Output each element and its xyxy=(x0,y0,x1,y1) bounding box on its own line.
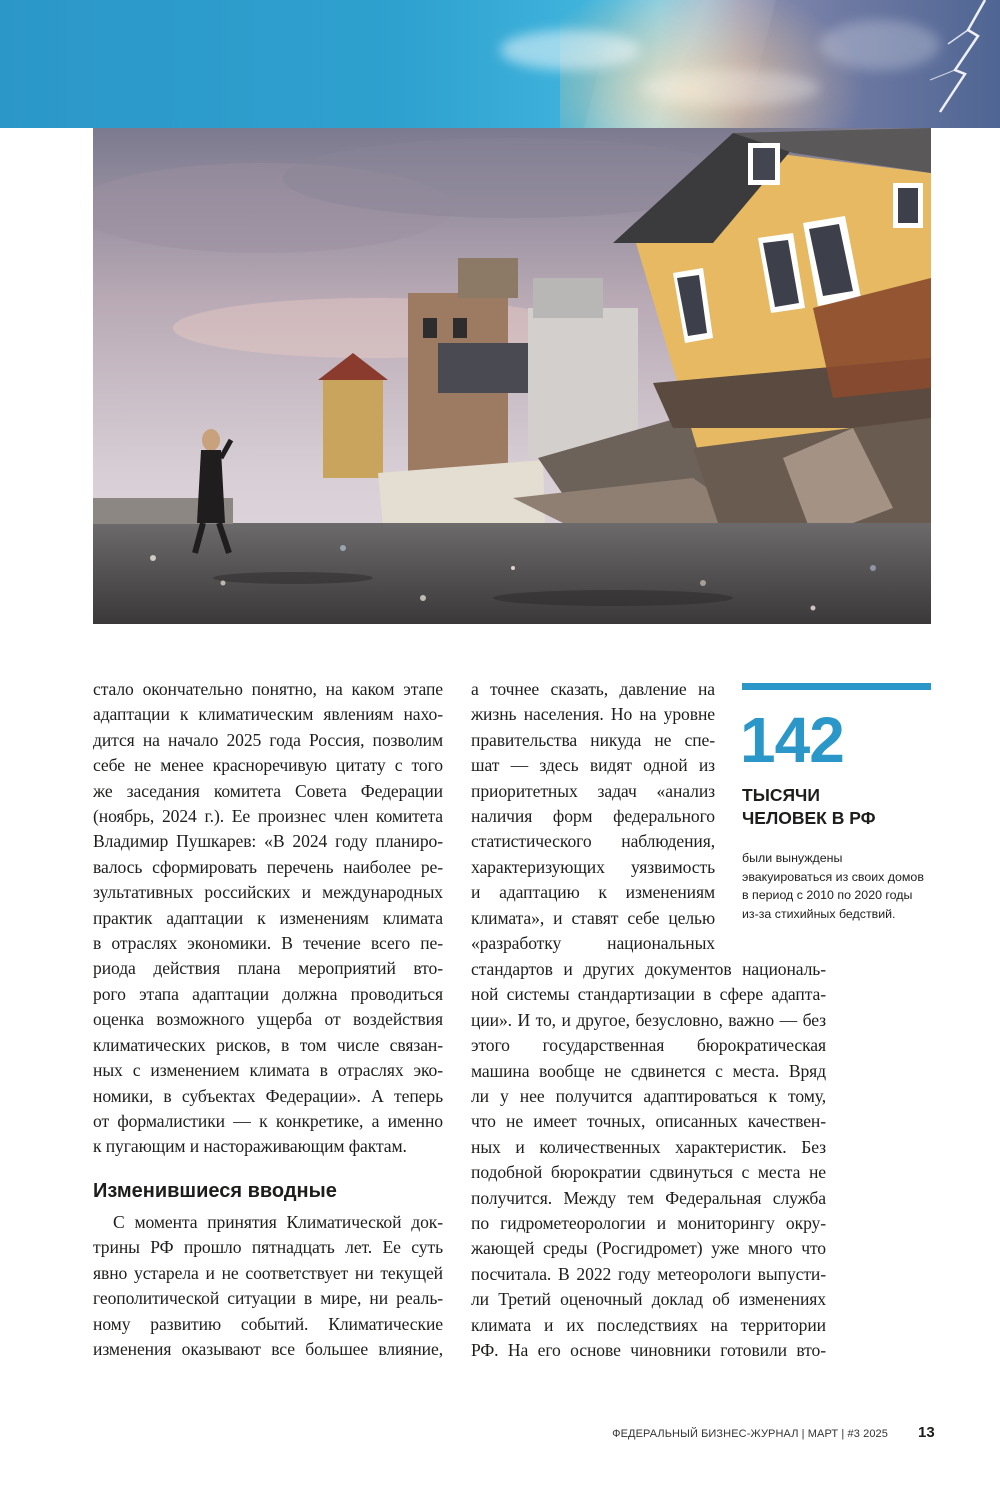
stat-description-line: были вынуждены xyxy=(742,851,843,865)
text-line: что не имеет точных, описанных качествен- xyxy=(471,1111,826,1132)
text-line: РФ. На его основе чиновники готовили вто- xyxy=(471,1340,826,1361)
text-line: наличия форм федерального xyxy=(471,806,715,827)
text-line: характеризующих уязвимость xyxy=(471,856,715,877)
text-line: «разработку национальных xyxy=(471,933,715,954)
text-line: правительства никуда не спе- xyxy=(471,729,715,750)
stat-description-line: в период с 2010 по 2020 годы xyxy=(742,888,913,902)
text-line: рого этапа адаптации должна проводиться xyxy=(93,983,443,1004)
stat-unit-line: ЧЕЛОВЕК В РФ xyxy=(742,808,876,828)
text-line: статистического наблюдения, xyxy=(471,831,715,852)
text-line: валось сформировать перечень наиболее ре- xyxy=(93,856,443,877)
sidebar-accent-bar xyxy=(742,683,931,690)
stat-unit xyxy=(742,784,876,830)
text-line: к пугающим и настораживающим фактам. xyxy=(93,1136,407,1157)
stat-unit-line: ТЫСЯЧИ xyxy=(742,785,820,805)
article-column-2-wide xyxy=(471,957,826,1364)
article-column-1-continued xyxy=(93,1210,443,1362)
text-line: номики, в субъектах Федерации». А теперь xyxy=(93,1085,443,1106)
text-line: трины РФ прошло пятнадцать лет. Ее суть xyxy=(93,1237,443,1258)
text-line: машина вообще не сдвинется с места. Вряд xyxy=(471,1060,826,1081)
page-number: 13 xyxy=(918,1424,935,1441)
text-line: и адаптацию к изменениям xyxy=(471,882,715,903)
text-line: получится. Между тем Федеральная служба xyxy=(471,1187,826,1208)
text-line: оценка возможного ущерба от воздействия xyxy=(93,1009,443,1030)
text-line: практик адаптации к изменениям климата xyxy=(93,907,443,928)
text-line: ли Третий оценочный доклад об изменениях xyxy=(471,1289,826,1310)
text-line: изменения оказывают все большее влияние, xyxy=(93,1339,443,1360)
text-line: этого государственная бюрократическая xyxy=(471,1035,826,1056)
footer-journal-info: ФЕДЕРАЛЬНЫЙ БИЗНЕС-ЖУРНАЛ | МАРТ | #3 2025 xyxy=(612,1428,888,1440)
text-line: приоритетных задач «анализ xyxy=(471,780,715,801)
text-line: дится на начало 2025 года Россия, позволим xyxy=(93,729,443,750)
text-line: жизнь населения. Но на уровне xyxy=(471,704,715,725)
text-line: ных и количественных характеристик. Без xyxy=(471,1136,826,1157)
text-line: геополитической ситуации в мире, ни реаль- xyxy=(93,1288,443,1309)
text-line: ных с изменением климата в отраслях эко- xyxy=(93,1060,443,1081)
text-line: (ноябрь, 2024 г.). Ее произнес член комитета xyxy=(93,806,443,827)
text-line: Владимир Пушкарев: «В 2024 году планиро- xyxy=(93,831,443,852)
text-line: ному развитию событий. Климатические xyxy=(93,1313,443,1334)
text-line: а точнее сказать, давление на xyxy=(471,679,715,699)
stat-number: 142 xyxy=(740,704,844,776)
text-line: явно устарела и не соответствует ни текущей xyxy=(93,1262,443,1283)
stat-description xyxy=(742,849,932,923)
section-heading: Изменившиеся вводные xyxy=(93,1180,337,1202)
text-line: себе не менее красноречивую цитату с того xyxy=(93,755,443,776)
text-line: С момента принятия Климатической док- xyxy=(113,1212,443,1232)
text-line: ции». И то, и другое, безусловно, важно — без xyxy=(471,1009,826,1030)
text-line: климатических рисков, в том числе связан- xyxy=(93,1034,443,1055)
text-line: от формалистики — к конкретике, а именно xyxy=(93,1110,443,1131)
header-banner xyxy=(0,0,1000,128)
text-line: же заседания комитета Совета Федерации xyxy=(93,780,443,801)
article-column-2-narrow xyxy=(471,677,715,956)
text-line: шат — здесь видят одной из xyxy=(471,755,715,776)
text-line: жающей среды (Росгидромет) уже много что xyxy=(471,1238,826,1259)
text-line: адаптации к климатическим явлениям нахо- xyxy=(93,704,443,725)
lightning-icon xyxy=(0,0,1000,128)
text-line: подобной бюрократии сдвинуться с места не xyxy=(471,1162,826,1183)
text-line: ли у нее получится адаптироваться к тому, xyxy=(471,1086,826,1107)
text-line: стало окончательно понятно, на каком этапе xyxy=(93,679,443,699)
stat-description-line: из-за стихийных бедствий. xyxy=(742,906,896,921)
text-line: посчитала. В 2022 году метеорологи выпусти- xyxy=(471,1263,826,1284)
text-line: климата», и ставят себе целью xyxy=(471,907,715,928)
text-line: риода действия плана мероприятий вто- xyxy=(93,958,443,979)
text-line: ной системы стандартизации в сфере адапта- xyxy=(471,984,826,1005)
article-column-1 xyxy=(93,677,443,1160)
text-line: климата и их последствиях на территории xyxy=(471,1314,826,1335)
text-line: зультативных российских и международных xyxy=(93,882,443,903)
hero-photo-collapsed-houses xyxy=(93,128,931,624)
text-line: стандартов и других документов националь- xyxy=(471,959,826,979)
text-line: в отраслях экономики. В течение всего пе- xyxy=(93,933,443,954)
text-line: по гидрометеорологии и мониторингу окру- xyxy=(471,1213,826,1234)
stat-description-line: эвакуироваться из своих домов xyxy=(742,869,924,884)
